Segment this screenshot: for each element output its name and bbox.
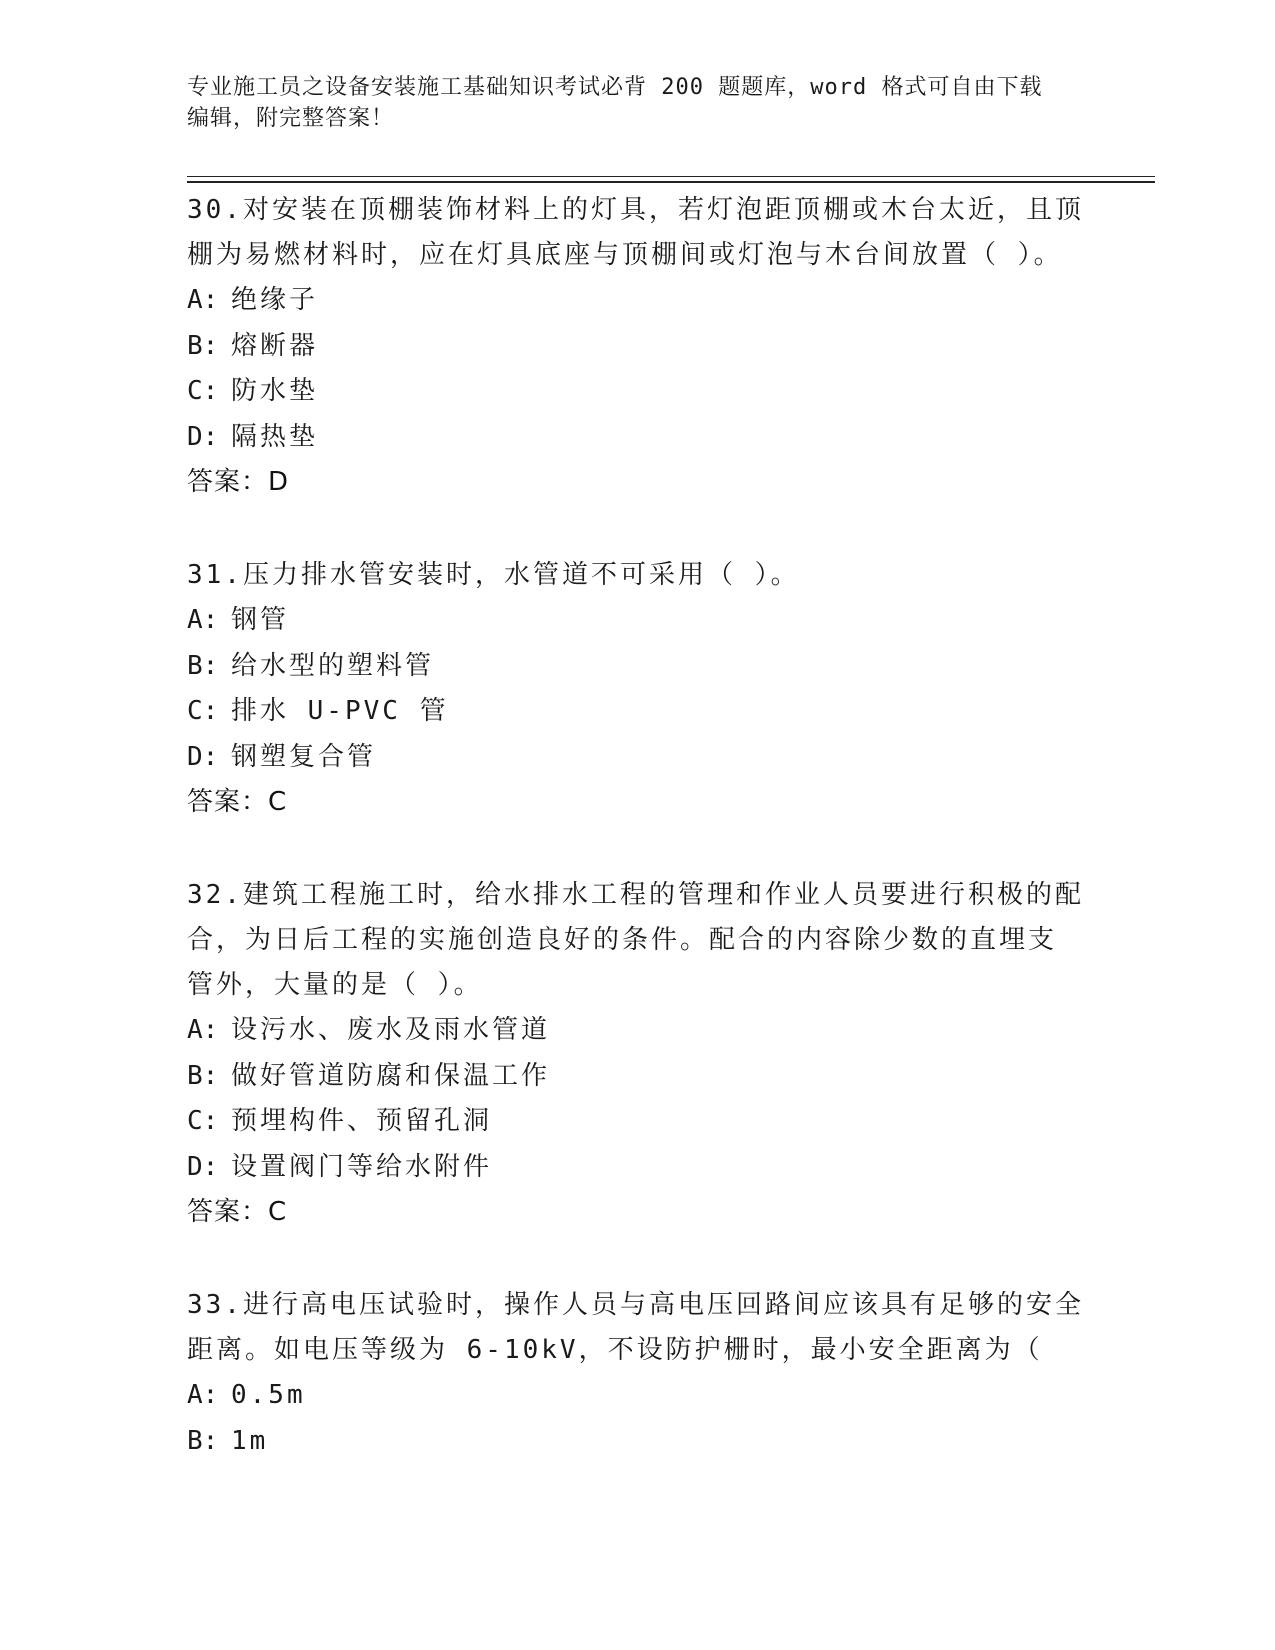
option-a [187,1008,1087,1054]
option-key: C: [187,696,219,726]
answer-line: 答案：D [187,467,290,497]
option-key: B: [187,1425,219,1456]
option-c [187,689,1087,735]
option-key: B: [187,330,219,361]
option-key: B: [187,1060,219,1091]
option-b [187,324,1087,370]
option-c [187,369,1087,415]
option-d [187,1145,1087,1191]
question-stem-line: 棚为易燃材料时，应在灯具底座与顶棚间或灯泡与木台间放置（ ）。 [187,240,1063,270]
option-a [187,1373,1087,1419]
header-title-line-2: 编辑，附完整答案！ [187,106,395,131]
option-text: 做好管道防腐和保温工作 [231,1060,551,1091]
question-stem-line: 合，为日后工程的实施创造良好的条件。配合的内容除少数的直埋支 [187,925,1058,955]
question-stem-line: 31.压力排水管安装时，水管道不可采用（ ）。 [187,560,800,590]
option-text: 1m [231,1425,269,1456]
question-stem-line: 32.建筑工程施工时，给水排水工程的管理和作业人员要进行积极的配 [187,880,1084,910]
option-c [187,1099,1087,1145]
option-key: A: [187,1380,219,1410]
answer-line: 答案：C [187,787,288,817]
option-a [187,278,1087,324]
option-text: 预埋构件、预留孔洞 [231,1106,493,1136]
option-key: C: [187,376,219,406]
option-key: A: [187,285,219,315]
option-text: 钢管 [231,605,290,635]
question-stem-line: 距离。如电压等级为 6-10kV，不设防护栅时，最小安全距离为（ [187,1335,1043,1365]
option-d [187,415,1087,461]
option-b [187,644,1087,690]
option-text: 排水 U-PVC 管 [231,696,449,726]
question-31 [187,553,1087,825]
document-header [187,72,1067,134]
question-33 [187,1283,1087,1464]
header-title-line-1: 专业施工员之设备安装施工基础知识考试必背 200 题题库，word 格式可自由下载 [187,75,1043,100]
option-text: 防水垫 [231,376,319,406]
option-key: A: [187,605,219,635]
option-b [187,1419,1087,1465]
question-list [187,188,1087,1512]
option-key: D: [187,421,219,452]
option-text: 设污水、废水及雨水管道 [231,1015,551,1045]
question-32 [187,873,1087,1235]
option-text: 设置阀门等给水附件 [231,1151,493,1182]
option-text: 绝缘子 [231,285,319,315]
option-d [187,735,1087,781]
option-key: D: [187,1151,219,1182]
option-key: D: [187,741,219,772]
option-key: C: [187,1106,219,1136]
answer-line: 答案：C [187,1197,288,1227]
option-a [187,598,1087,644]
option-text: 0.5m [231,1380,306,1410]
question-stem-line: 管外，大量的是（ ）。 [187,970,483,1000]
option-text: 隔热垫 [231,421,319,452]
option-key: A: [187,1015,219,1045]
question-30 [187,188,1087,505]
option-text: 熔断器 [231,330,319,361]
option-text: 钢塑复合管 [231,741,377,772]
question-stem-line: 30.对安装在顶棚装饰材料上的灯具，若灯泡距顶棚或木台太近，且顶 [187,195,1084,225]
option-b [187,1054,1087,1100]
header-divider-thick [187,181,1155,183]
option-key: B: [187,650,219,681]
header-divider-thin [187,176,1155,177]
question-stem-line: 33.进行高电压试验时，操作人员与高电压回路间应该具有足够的安全 [187,1290,1084,1320]
option-text: 给水型的塑料管 [231,650,435,681]
